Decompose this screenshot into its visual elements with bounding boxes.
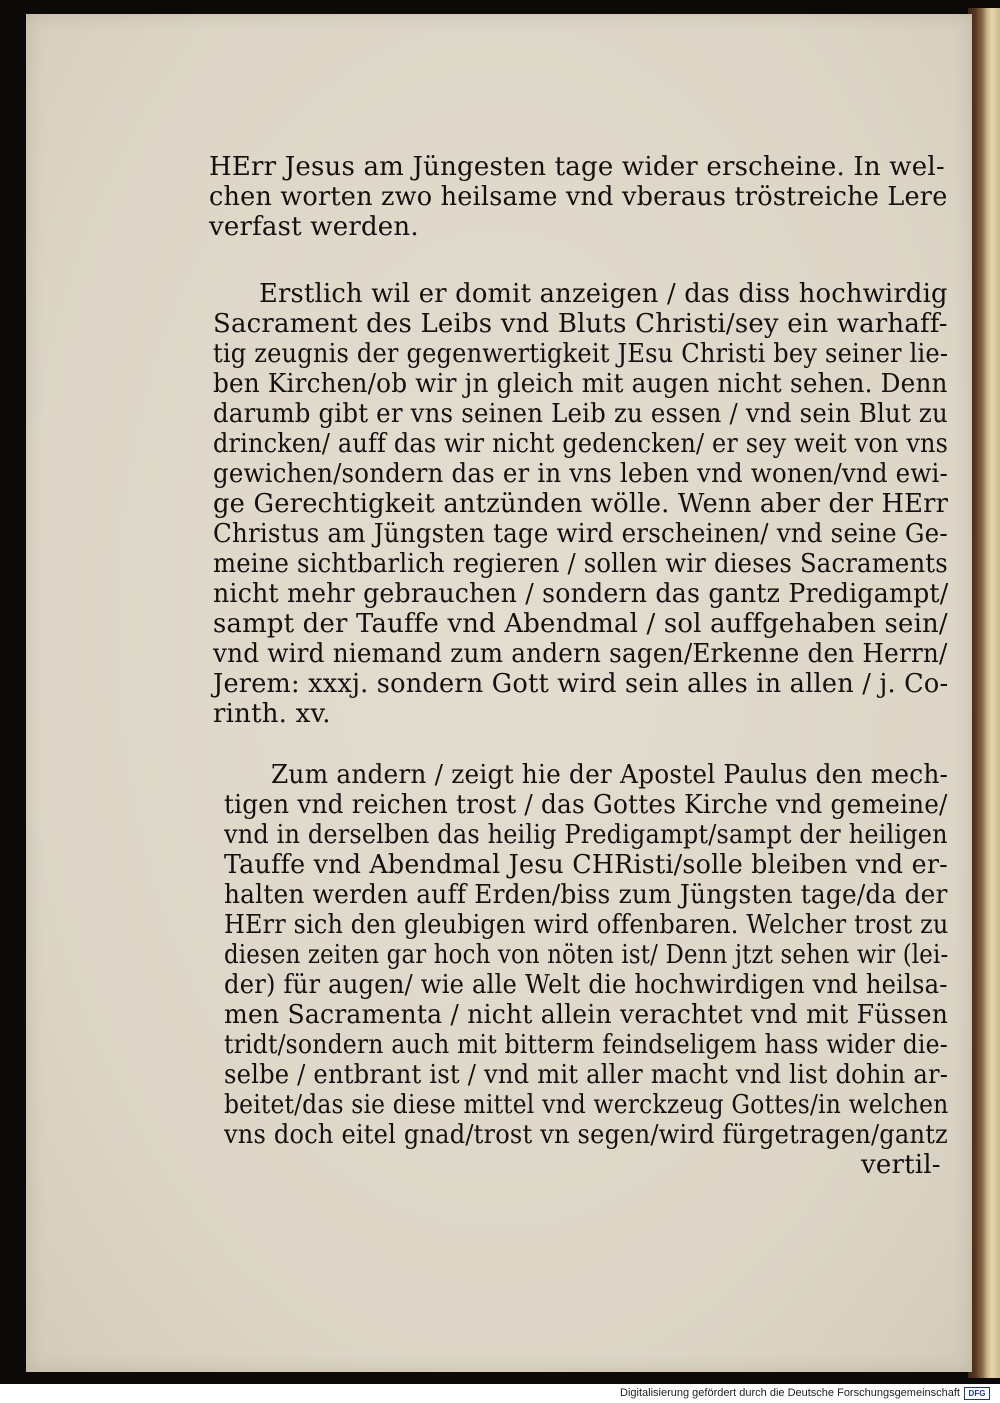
text-line: tigen vnd reichen trost / das Gottes Kirche vnd gemeine/: [224, 790, 948, 820]
text-line: rinth. xv.: [213, 699, 331, 729]
text-line: HErr sich den gleubigen wird offenbaren. Welcher trost zu: [224, 910, 949, 940]
text-line: chen worten zwo heilsame vnd vberaus tröstreiche Lere: [209, 182, 948, 212]
text-line: ben Kirchen/ob wir jn gleich mit augen nicht sehen. Denn: [213, 369, 948, 399]
text-line: ge Gerechtigkeit antzünden wölle. Wenn aber der HErr: [213, 489, 949, 519]
text-line: nicht mehr gebrauchen / sondern das gantz Predigampt/: [213, 579, 949, 609]
text-line: beitet/das sie diese mittel vnd werckzeug Gottes/in welchen: [224, 1090, 949, 1120]
text-line: verfast werden.: [209, 212, 419, 242]
text-line: Zum andern / zeigt hie der Apostel Paulus den mech-: [271, 760, 949, 790]
text-line: men Sacramenta / nicht allein verachtet vnd mit Füssen: [224, 1000, 949, 1030]
text-line: tridt/sondern auch mit bitterm feindseligem hass wider die-: [224, 1030, 948, 1060]
footer-attribution: Digitalisierung gefördert durch die Deutsche Forschungsgemeinschaft: [620, 1387, 960, 1399]
text-line: Sacrament des Leibs vnd Bluts Christi/sey ein warhaff-: [213, 309, 948, 339]
text-line: vnd wird niemand zum andern sagen/Erkenne den Herrn/: [213, 639, 948, 669]
page-text: [26, 14, 972, 1372]
text-line: Jerem: xxxj. sondern Gott wird sein alles in allen / j. Co-: [213, 669, 949, 699]
text-line: Erstlich wil er domit anzeigen / das diss hochwirdig: [259, 279, 948, 309]
text-line: halten werden auff Erden/biss zum Jüngsten tage/da der: [224, 880, 948, 910]
text-line: gewichen/sondern das er in vns leben vnd wonen/vnd ewi-: [213, 459, 948, 489]
text-line: diesen zeiten gar hoch von nöten ist/ Denn jtzt sehen wir (lei-: [224, 940, 949, 970]
book-edge: [968, 8, 1000, 1378]
text-line: HErr Jesus am Jüngesten tage wider erscheine. In wel-: [209, 152, 945, 182]
text-line: tig zeugnis der gegenwertigkeit JEsu Christi bey seiner lie-: [213, 339, 949, 369]
text-line: sampt der Tauffe vnd Abendmal / sol auffgehaben sein/: [213, 609, 948, 639]
text-line: der) für augen/ wie alle Welt die hochwirdigen vnd heilsa-: [224, 970, 948, 1000]
text-line: vns doch eitel gnad/trost vn segen/wird fürgetragen/gantz: [224, 1120, 948, 1150]
text-line: darumb gibt er vns seinen Leib zu essen / vnd sein Blut zu: [213, 399, 948, 429]
catchword: vertil-: [861, 1150, 941, 1180]
text-line: drincken/ auff das wir nicht gedencken/ er sey weit von vns: [213, 429, 949, 459]
text-line: vnd in derselben das heilig Predigampt/sampt der heiligen: [224, 820, 948, 850]
text-line: selbe / entbrant ist / vnd mit aller macht vnd list dohin ar-: [224, 1060, 949, 1090]
book-page: [26, 14, 972, 1372]
text-line: Tauffe vnd Abendmal Jesu CHRisti/solle bleiben vnd er-: [224, 850, 948, 880]
dfg-logo: DFG: [964, 1387, 990, 1400]
text-line: Christus am Jüngsten tage wird erscheinen/ vnd seine Ge-: [213, 519, 948, 549]
footer-bar: [0, 1384, 1000, 1403]
text-line: meine sichtbarlich regieren / sollen wir dieses Sacraments: [213, 549, 948, 579]
